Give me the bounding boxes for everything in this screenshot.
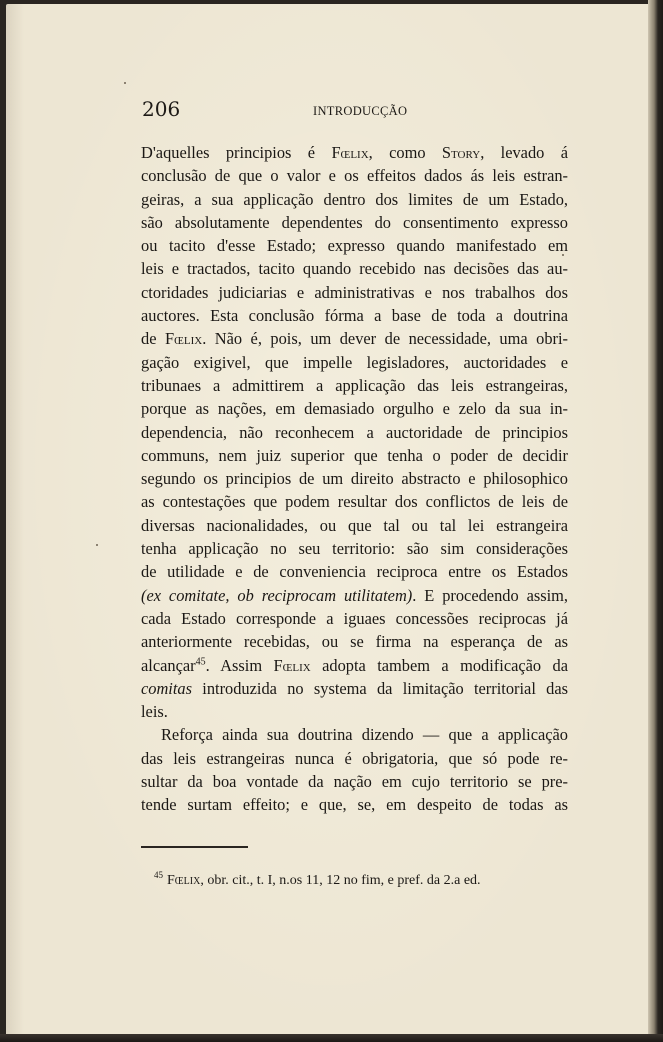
text-line (141, 490, 568, 513)
text-line (141, 630, 568, 653)
text-line (141, 560, 568, 583)
text-segment: das leis estrangeiras nunca é obrigatoria, que só pode re- (141, 748, 568, 768)
footnote-author: Fœlix (167, 873, 201, 888)
italic-phrase: (ex comitate, ob reciprocam utilitatem) (141, 585, 413, 605)
text-segment: . Não é, pois, um dever de necessidade, uma obri- (202, 329, 568, 349)
footnote-reference: 45 (195, 656, 206, 668)
text-segment: leis. (141, 702, 168, 722)
text-segment: de utilidade e de conveniencia reciproca entre os Estados (141, 562, 568, 582)
text-line (141, 770, 568, 793)
text-segment: conclusão de que o valor e os effeitos dados ás leis estran- (141, 166, 568, 186)
text-line (141, 374, 568, 397)
author-name: Fœlix (331, 143, 369, 162)
text-segment: communs, nem juiz superior que tenha o poder de decidir (141, 445, 568, 465)
text-line (141, 607, 568, 630)
text-line (141, 654, 568, 677)
text-line (141, 747, 568, 770)
text-segment: geiras, a sua applicação dentro dos limites de um Estado, (141, 189, 568, 209)
text-line (141, 537, 568, 560)
footnote-mark: 45 (154, 870, 163, 881)
text-line (141, 677, 568, 700)
text-line (141, 211, 568, 234)
text-line (141, 351, 568, 374)
text-segment: tenha applicação no seu territorio: são sim considerações (141, 539, 568, 559)
text-segment: introduzida no systema da limitação territorial das (192, 678, 568, 698)
text-segment: adopta tambem a modificação da (310, 655, 568, 675)
text-line (141, 793, 568, 816)
page-number: 206 (142, 97, 181, 121)
author-name: Fœlix (273, 655, 311, 675)
text-segment: de (141, 329, 165, 349)
scan-bottom-border (0, 1034, 663, 1042)
text-line (141, 397, 568, 420)
text-segment: alcançar (141, 655, 196, 675)
text-segment: leis e tractados, tacito quando recebido nas decisões das au- (141, 259, 568, 279)
text-segment: as contestações que podem resultar dos conflictos de leis de (141, 492, 568, 512)
text-segment: . Assim (205, 655, 274, 675)
book-edge-shadow (648, 0, 663, 1042)
text-line (141, 164, 568, 187)
text-segment: dependencia, não reconhecem a auctoridade de principios (141, 422, 568, 442)
text-line (141, 188, 568, 211)
text-line (141, 141, 568, 164)
text-segment: D'aquelles principios é (141, 143, 332, 162)
running-head: INTRODUCÇÃO (313, 104, 408, 118)
text-line (141, 700, 568, 723)
text-segment: sultar da boa vontade da nação em cujo territorio se pre- (141, 772, 568, 792)
text-line (141, 584, 568, 607)
text-segment: anteriormente recebidas, ou se firma na esperança de as (141, 632, 568, 652)
author-name: Story (441, 143, 481, 162)
text-line (141, 257, 568, 280)
text-segment: Reforça ainda sua doutrina dizendo — que a applicação (161, 725, 568, 745)
text-segment: tribunaes a admittirem a applicação das leis estrangeiras, (141, 375, 568, 395)
text-segment: porque as nações, em demasiado orgulho e zelo da sua in- (141, 399, 568, 419)
footnote-citation: , obr. cit., t. I, n.os 11, 12 no fim, e pref. da 2.a ed. (200, 873, 481, 888)
text-line (141, 514, 568, 537)
text-line (141, 444, 568, 467)
body-text (141, 141, 568, 817)
italic-phrase: comitas (141, 678, 192, 698)
text-segment: , levado á (480, 143, 568, 162)
text-line (141, 421, 568, 444)
text-segment: auctores. Esta conclusão fórma a base de toda a doutrina (141, 306, 568, 326)
paper-speck (96, 544, 98, 546)
text-segment: tende surtam effeito; e que, se, em despeito de todas as (141, 795, 568, 815)
text-segment: cada Estado corresponde a iguaes concessões reciprocas já (141, 608, 568, 628)
text-segment: diversas nacionalidades, ou que tal ou tal lei estrangeira (141, 515, 568, 535)
paper-speck (124, 82, 126, 84)
text-line (141, 467, 568, 490)
text-segment: segundo os principios de um direito abstracto e philosophico (141, 469, 568, 489)
text-line (141, 327, 568, 350)
text-line (141, 281, 568, 304)
text-line (141, 234, 568, 257)
text-segment: . E procedendo assim, (412, 585, 569, 605)
text-segment: , como (368, 143, 442, 162)
text-segment: ctoridades judiciarias e administrativas e nos trabalhos dos (141, 282, 568, 302)
text-segment: são absolutamente dependentes do consentimento expresso (141, 212, 568, 232)
footnote-rule (141, 846, 248, 848)
footnote (154, 870, 481, 889)
text-line (141, 304, 568, 327)
text-segment: ou tacito d'esse Estado; expresso quando manifestado em (141, 236, 568, 256)
text-segment: gação exigivel, que impelle legisladores, auctoridades e (141, 352, 568, 372)
author-name: Fœlix (164, 329, 203, 349)
text-line (141, 723, 568, 746)
